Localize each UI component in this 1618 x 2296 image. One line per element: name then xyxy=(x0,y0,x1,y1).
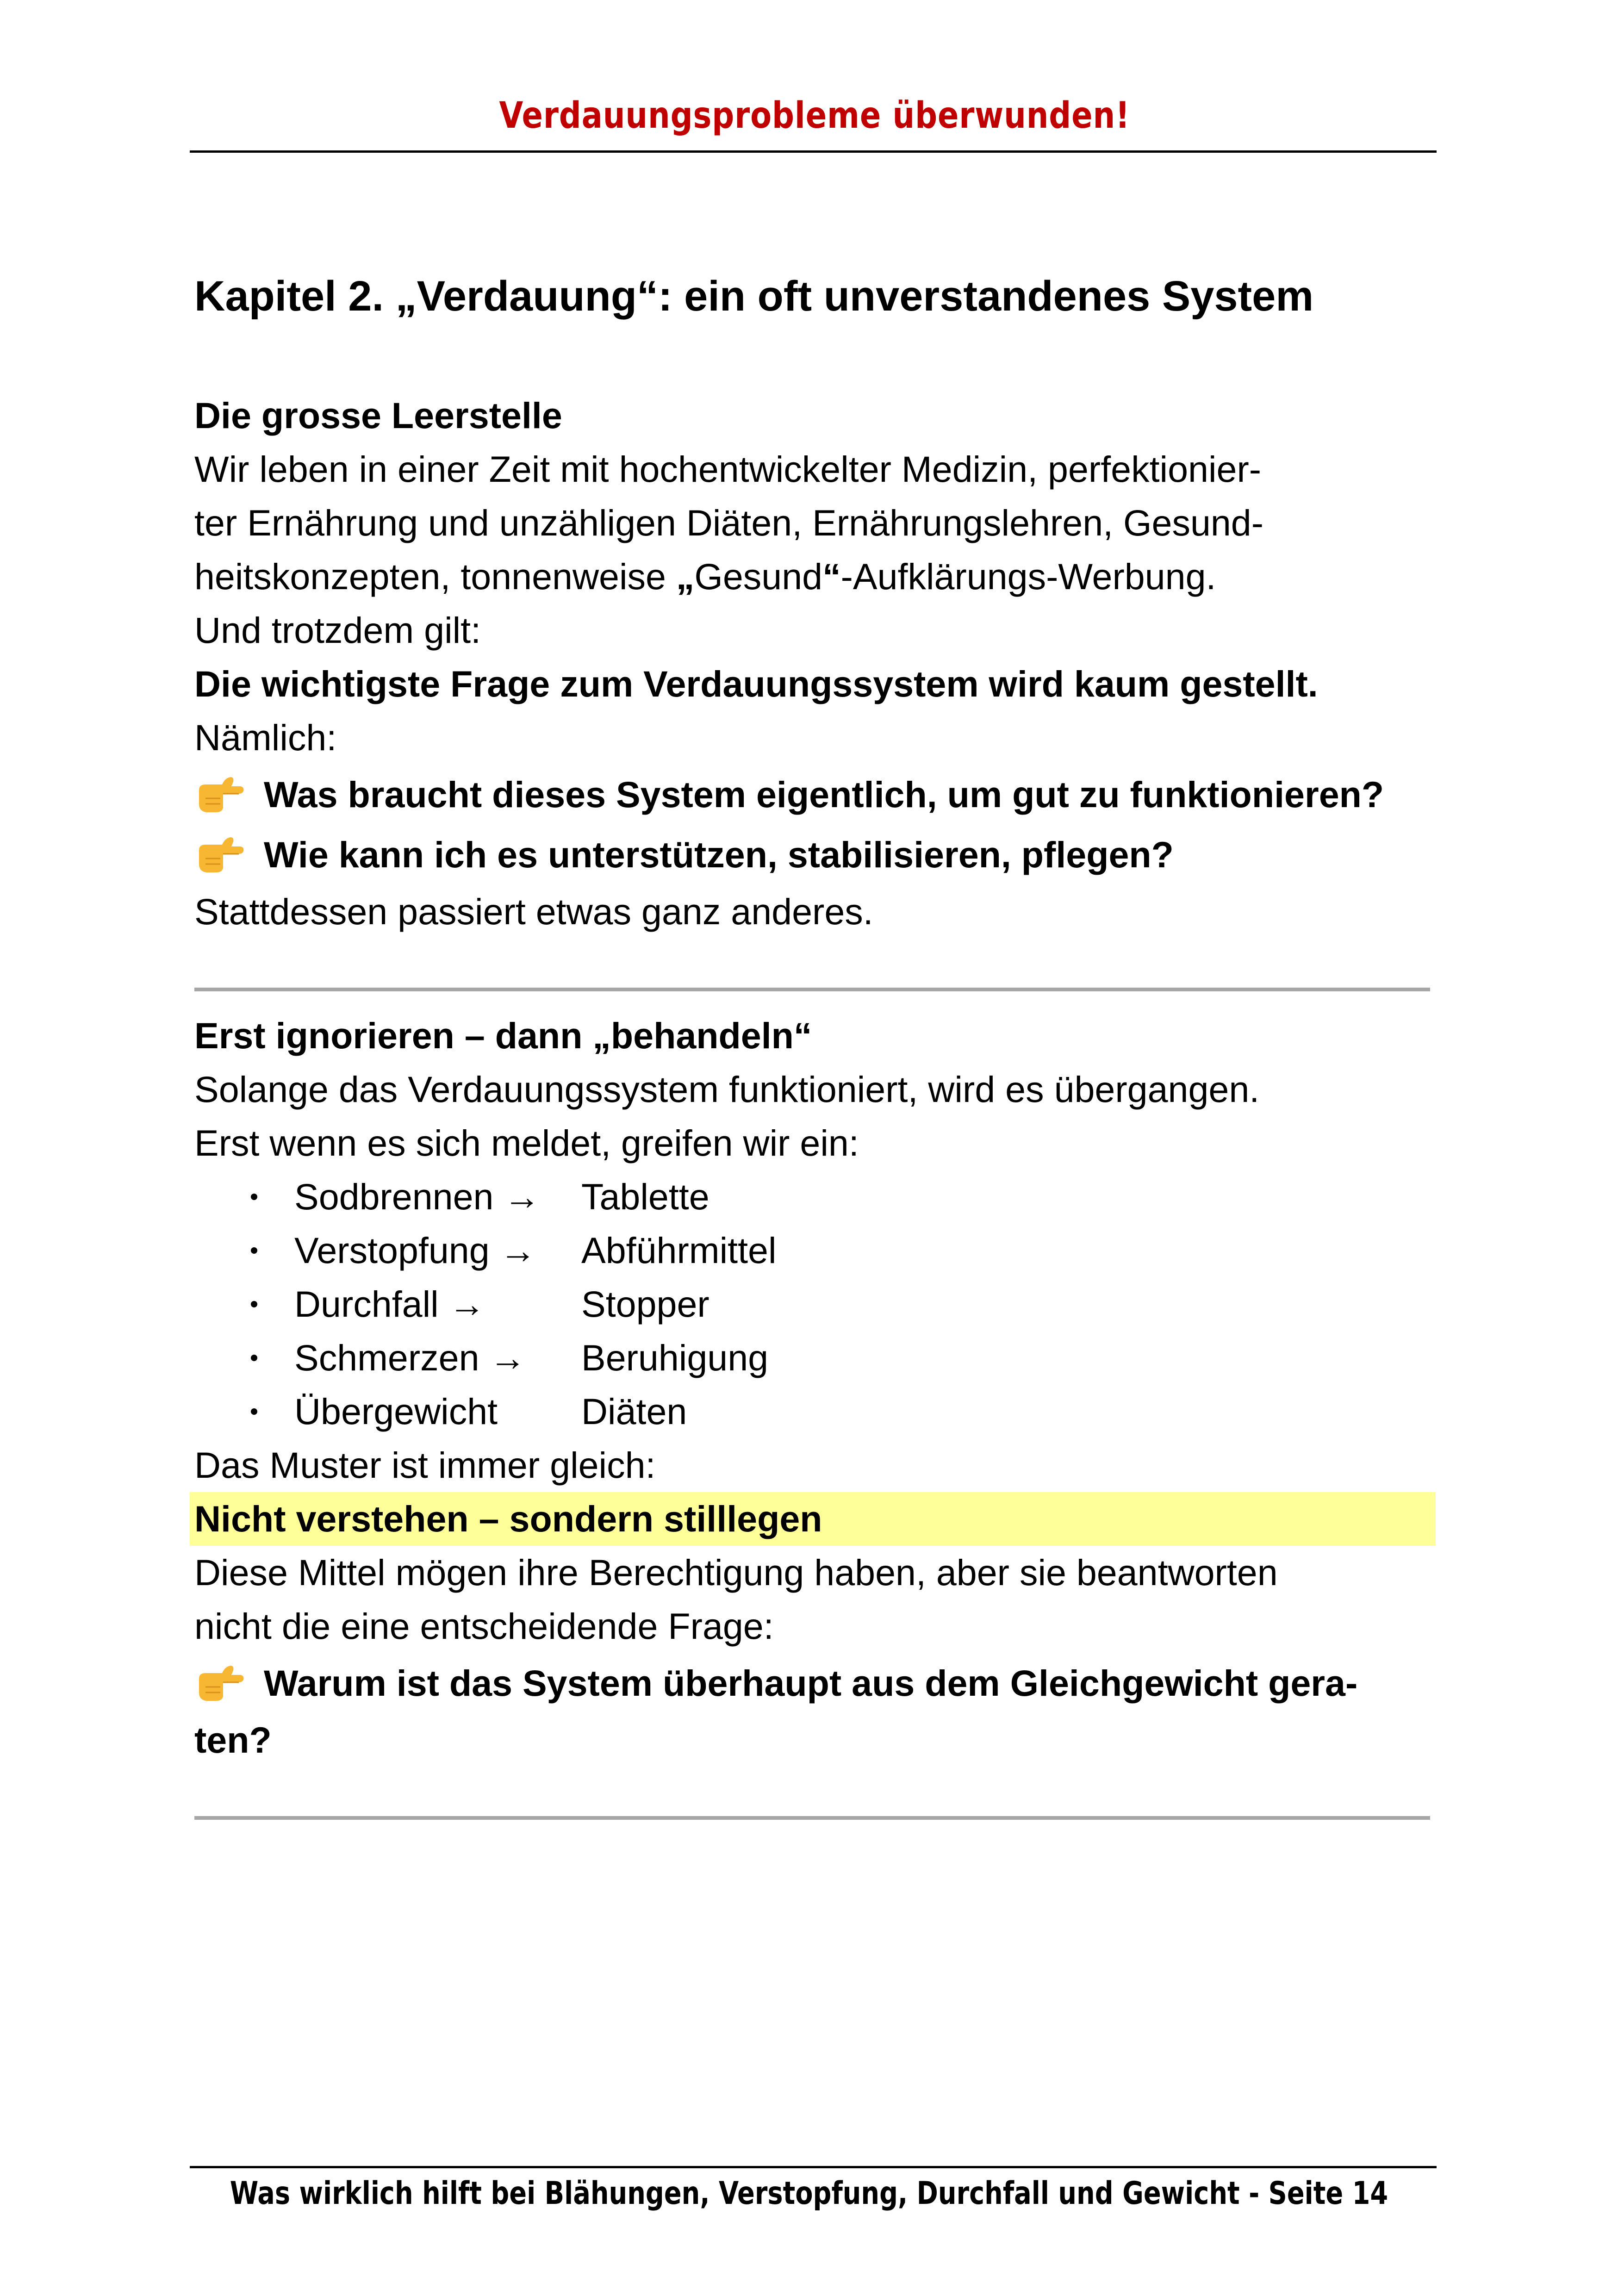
paragraph-line: Das Muster ist immer gleich: xyxy=(194,1444,656,1486)
pointing-hand-icon xyxy=(194,1660,245,1706)
symptom: Übergewicht xyxy=(294,1391,498,1432)
paragraph-line: nicht die eine entscheidende Frage: xyxy=(194,1605,774,1647)
list-item xyxy=(194,1331,1435,1385)
paragraph-line: Nämlich: xyxy=(194,717,337,758)
chapter-title: Kapitel 2. „Verdauung“: ein oft unverstandenes System xyxy=(194,273,1314,320)
paragraph-line: Und trotzdem gilt: xyxy=(194,610,481,651)
remedy: Beruhigung xyxy=(581,1337,769,1378)
remedy: Diäten xyxy=(581,1391,687,1432)
remedy: Stopper xyxy=(581,1283,709,1325)
key-question-continuation: ten? xyxy=(194,1719,272,1761)
paragraph-line xyxy=(194,550,1435,604)
bullet-icon xyxy=(251,1301,257,1307)
running-header-title: Verdauungsprobleme überwunden! xyxy=(499,95,1130,137)
running-footer: Was wirklich hilft bei Blähungen, Verstopfung, Durchfall und Gewicht - Seite 14 xyxy=(230,2175,1388,2212)
paragraph-line: Solange das Verdauungssystem funktioniert, wird es übergangen. xyxy=(194,1069,1260,1110)
paragraph-line: Erst wenn es sich meldet, greifen wir ein: xyxy=(194,1122,859,1164)
list-item xyxy=(194,1224,1435,1277)
key-question xyxy=(194,825,1435,885)
paragraph-line: Diese Mittel mögen ihre Berechtigung haben, aber sie beantworten xyxy=(194,1552,1278,1593)
symptom: Verstopfung → xyxy=(294,1230,536,1271)
bullet-icon xyxy=(251,1355,257,1361)
text-fragment: Gesund xyxy=(694,556,823,597)
list-item xyxy=(194,1277,1435,1331)
symptom: Durchfall → xyxy=(294,1283,485,1325)
text-fragment: -Aufklärungs-Werbung. xyxy=(840,556,1216,597)
section-divider xyxy=(194,1816,1430,1820)
key-question-text: Wie kann ich es unterstützen, stabilisieren, pflegen? xyxy=(264,834,1174,875)
page-content xyxy=(194,259,1435,1820)
list-item xyxy=(194,1385,1435,1438)
pointing-hand-icon xyxy=(194,832,245,878)
pointing-hand-icon xyxy=(194,772,245,818)
section-divider xyxy=(194,988,1430,991)
text-fragment: heitskonzepten, tonnenweise xyxy=(194,556,676,597)
remedy: Abführmittel xyxy=(581,1230,777,1271)
bullet-icon xyxy=(251,1408,257,1415)
symptom: Sodbrennen → xyxy=(294,1176,541,1217)
bullet-icon xyxy=(251,1247,257,1254)
footer-rule xyxy=(190,2166,1437,2168)
key-question-text: Was braucht dieses System eigentlich, um gut zu funktionieren? xyxy=(264,774,1384,815)
key-question xyxy=(194,1653,1435,1713)
highlighted-statement: Nicht verstehen – sondern stilllegen xyxy=(190,1492,1436,1546)
list-item xyxy=(194,1170,1435,1224)
symptom-remedy-list xyxy=(194,1170,1435,1438)
paragraph-line: Stattdessen passiert etwas ganz anderes. xyxy=(194,891,873,932)
remedy: Tablette xyxy=(581,1176,709,1217)
open-quote: „ xyxy=(676,556,695,597)
paragraph-line: ter Ernährung und unzähligen Diäten, Ernährungslehren, Gesund- xyxy=(194,502,1264,543)
header-rule xyxy=(190,150,1437,153)
close-quote: “ xyxy=(822,556,841,597)
paragraph-line: Wir leben in einer Zeit mit hochentwickelter Medizin, perfektionier- xyxy=(194,448,1262,490)
key-question-text: Warum ist das System überhaupt aus dem Gleichgewicht gera- xyxy=(264,1662,1358,1704)
section-heading-leerstelle: Die grosse Leerstelle xyxy=(194,395,562,436)
bullet-icon xyxy=(251,1194,257,1200)
symptom: Schmerzen → xyxy=(294,1337,526,1378)
key-question xyxy=(194,765,1435,825)
section-heading-erst-ignorieren: Erst ignorieren – dann „behandeln“ xyxy=(194,1015,812,1056)
bold-statement: Die wichtigste Frage zum Verdauungssystem wird kaum gestellt. xyxy=(194,663,1318,704)
